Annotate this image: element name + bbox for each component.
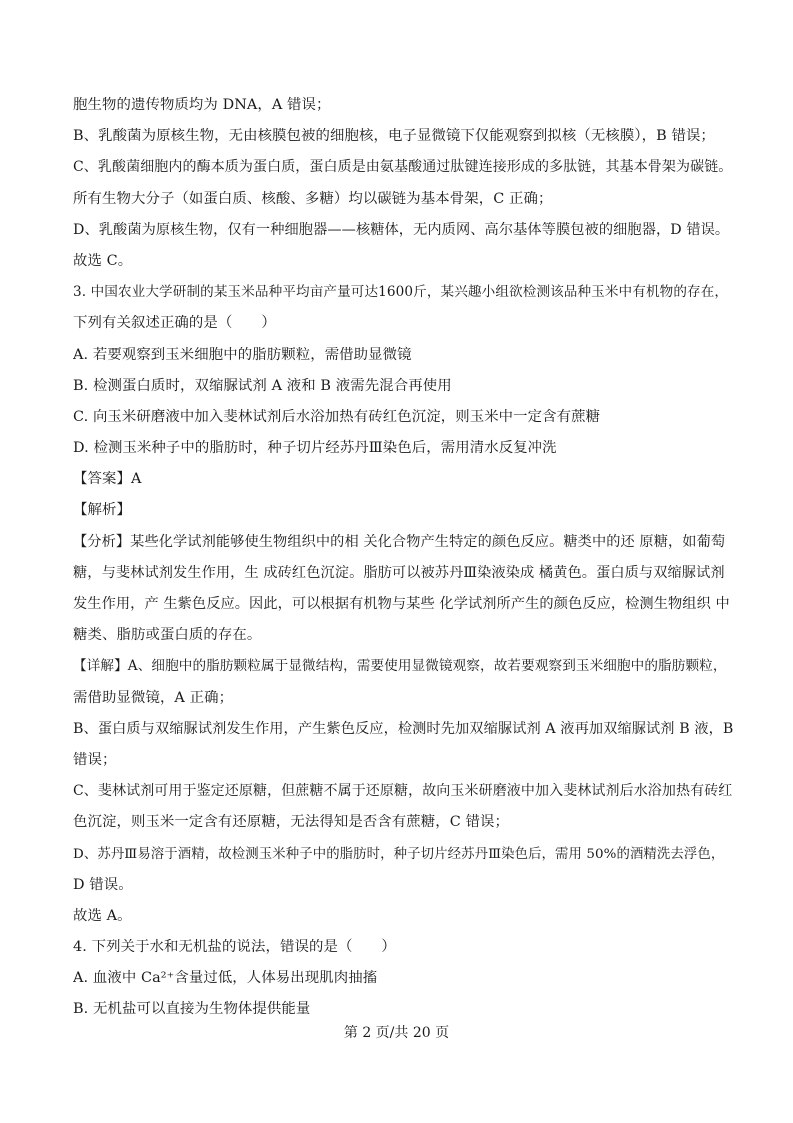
question-4-stem: 4. 下列关于水和无机盐的说法，错误的是（ ） [73, 939, 396, 956]
answer-choice: 故选 A。 [73, 907, 132, 924]
question-3-option-d: D. 检测玉米种子中的脂肪时，种子切片经苏丹Ⅲ染色后，需用清水反复冲洗 [73, 440, 557, 457]
answer-choice: 故选 C。 [73, 252, 133, 269]
analysis-paragraph: 糖类、脂肪或蛋白质的存在。 [73, 627, 262, 644]
option-d-analysis: D、乳酸菌为原核生物，仅有一种细胞器——核糖体，无内质网、高尔基体等膜包被的细胞器，D 错误。 [73, 221, 730, 238]
question-4-option-a: A. 血液中 Ca²⁺含量过低，人体易出现肌肉抽搐 [73, 970, 378, 987]
detail-paragraph: D、苏丹Ⅲ易溶于酒精，故检测玉米种子中的脂肪时，种子切片经苏丹Ⅲ染色后，需用 50%的酒精洗去浮色， [73, 846, 725, 862]
detail-paragraph: B、蛋白质与双缩脲试剂发生作用，产生紫色反应，检测时先加双缩脲试剂 A 液再加双缩脲试剂 B 液，B [73, 720, 733, 737]
question-3-stem-cont: 下列有关叙述正确的是（ ） [73, 315, 276, 332]
detail-paragraph: 色沉淀，则玉米一定含有还原糖，无法得知是否含有蔗糖，C 错误； [73, 814, 510, 831]
text-line: 胞生物的遗传物质均为 DNA，A 错误； [73, 97, 331, 113]
detail-paragraph: 错误； [73, 751, 117, 768]
detail-paragraph: C、斐林试剂可用于鉴定还原糖，但蔗糖不属于还原糖，故向玉米研磨液中加入斐林试剂后水浴加热有砖红 [73, 783, 733, 800]
analysis-paragraph: 发生作用，产 生紫色反应。因此，可以根据有机物与某些 化学试剂所产生的颜色反应，检测生物组织 中 [73, 596, 730, 612]
detail-paragraph: 需借助显微镜，A 正确； [73, 689, 234, 706]
page-number-footer: 第 2 页/共 20 页 [343, 1025, 450, 1041]
explanation-label: 【解析】 [73, 502, 131, 519]
question-3-option-b: B. 检测蛋白质时，双缩脲试剂 A 液和 B 液需先混合再使用 [73, 377, 452, 394]
analysis-paragraph: 糖，与斐林试剂发生作用，生 成砖红色沉淀。脂肪可以被苏丹Ⅲ染液染成 橘黄色。蛋白质与双缩脲试剂 [73, 564, 725, 581]
question-3-option-a: A. 若要观察到玉米细胞中的脂肪颗粒，需借助显微镜 [73, 346, 412, 363]
option-c-analysis: C、乳酸菌细胞内的酶本质为蛋白质，蛋白质是由氨基酸通过肽键连接形成的多肽链，其基本骨架为碳链。 [73, 159, 733, 176]
option-b-analysis: B、乳酸菌为原核生物，无由核膜包被的细胞核，电子显微镜下仅能观察到拟核（无核膜），B 错误； [73, 128, 715, 145]
detail-paragraph: 【详解】A、细胞中的脂肪颗粒属于显微结构，需要使用显微镜观察，故若要观察到玉米细胞中的脂肪颗粒， [73, 658, 727, 675]
document-body [73, 90, 733, 1026]
question-3-stem: 3. 中国农业大学研制的某玉米品种平均亩产量可达1600斤，某兴趣小组欲检测该品种玉米中有机物的存在， [73, 284, 729, 301]
question-4-option-b: B. 无机盐可以直接为生物体提供能量 [73, 1001, 311, 1018]
detail-paragraph: D 错误。 [73, 876, 133, 893]
analysis-paragraph: 【分析】某些化学试剂能够使生物组织中的相 关化合物产生特定的颜色反应。糖类中的还 原糖，如葡萄 [73, 533, 726, 550]
answer-label: 【答案】A [73, 471, 142, 488]
text-line: 所有生物大分子（如蛋白质、核酸、多糖）均以碳链为基本骨架，C 正确； [73, 190, 553, 207]
question-3-option-c: C. 向玉米研磨液中加入斐林试剂后水浴加热有砖红色沉淀，则玉米中一定含有蔗糖 [73, 408, 601, 425]
